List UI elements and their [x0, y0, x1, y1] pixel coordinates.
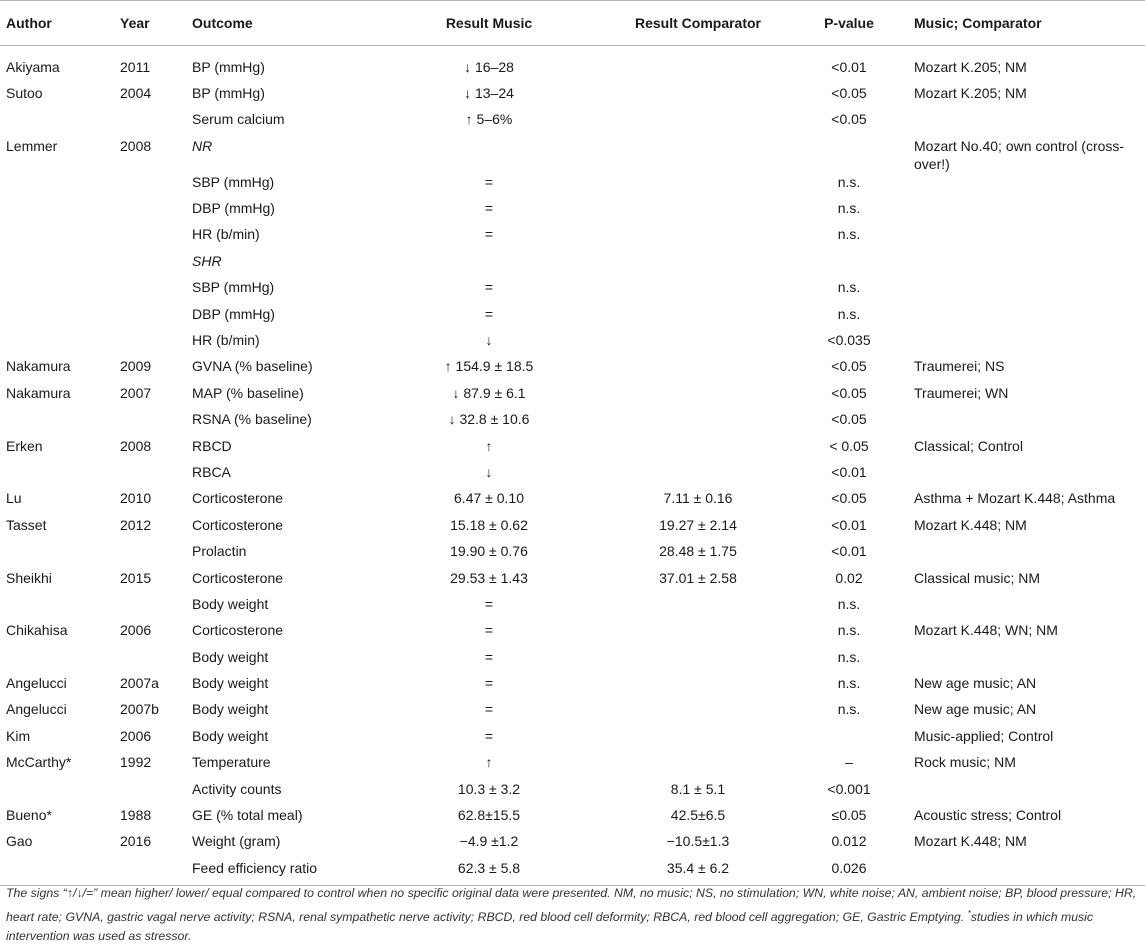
cell-outcome: Body weight	[192, 648, 269, 665]
cell-mc	[908, 780, 1145, 806]
cell-comparator	[606, 58, 784, 84]
cell-pvalue: n.s.	[837, 648, 861, 665]
cell-outcome: Weight (gram)	[192, 833, 281, 850]
cell-comparator: 28.48 ± 1.75	[659, 543, 737, 560]
cell-author	[0, 110, 114, 136]
table-row	[0, 58, 1145, 84]
table-row	[0, 173, 1145, 199]
cell-pvalue: n.s.	[837, 305, 861, 322]
cell-music: =	[484, 200, 494, 217]
cell-outcome: DBP (mmHg)	[192, 305, 275, 322]
cell-mc	[908, 173, 1145, 199]
cell-comparator: −10.5±1.3	[666, 833, 730, 850]
cell-year: 2007b	[120, 701, 159, 718]
cell-year: 2012	[120, 516, 152, 533]
cell-comparator	[606, 84, 784, 110]
cell-author	[0, 305, 114, 331]
cell-music: 15.18 ± 0.62	[450, 516, 528, 533]
cell-pvalue: 0.012	[831, 833, 867, 850]
cell-year	[114, 252, 186, 278]
table-row	[0, 437, 1145, 463]
cell-music: =	[484, 675, 494, 692]
cell-mc	[908, 199, 1145, 225]
cell-pvalue: <0.01	[831, 58, 867, 75]
header-result-comparator: Result Comparator	[606, 1, 784, 46]
table-row	[0, 331, 1145, 357]
cell-pvalue: n.s.	[837, 701, 861, 718]
cell-outcome: HR (b/min)	[192, 332, 260, 349]
cell-pvalue: n.s.	[837, 200, 861, 217]
cell-pvalue: <0.035	[827, 332, 871, 349]
cell-pvalue: <0.05	[831, 84, 867, 101]
cell-pvalue: <0.05	[831, 358, 867, 375]
cell-year	[114, 173, 186, 199]
cell-author	[0, 859, 114, 885]
cell-year: 2006	[120, 622, 152, 639]
table-body	[0, 46, 1145, 886]
cell-mc: Rock music; NM	[914, 754, 1016, 771]
cell-mc: Mozart K.448; NM	[914, 833, 1027, 850]
cell-music: =	[484, 279, 494, 296]
cell-pvalue: <0.01	[831, 543, 867, 560]
cell-music: ↓ 87.9 ± 6.1	[452, 384, 526, 401]
cell-author	[0, 199, 114, 225]
cell-outcome: Corticosterone	[192, 622, 284, 639]
table-row	[0, 859, 1145, 885]
cell-comparator	[606, 137, 784, 173]
cell-comparator	[606, 753, 784, 779]
cell-comparator	[606, 173, 784, 199]
cell-author	[0, 331, 114, 357]
table-row	[0, 410, 1145, 436]
cell-comparator	[606, 305, 784, 331]
cell-outcome: Body weight	[192, 675, 269, 692]
cell-comparator	[606, 437, 784, 463]
cell-year: 2008	[120, 437, 152, 454]
cell-year	[114, 225, 186, 251]
cell-year	[114, 780, 186, 806]
cell-author	[0, 648, 114, 674]
cell-mc: Acoustic stress; Control	[914, 807, 1062, 824]
cell-year	[114, 305, 186, 331]
cell-music: ↑	[485, 754, 493, 771]
cell-outcome: MAP (% baseline)	[192, 384, 304, 401]
cell-outcome: Activity counts	[192, 780, 282, 797]
cell-music: 29.53 ± 1.43	[450, 569, 528, 586]
cell-mc: Mozart K.205; NM	[914, 84, 1027, 101]
cell-mc: Mozart K.448; NM	[914, 516, 1027, 533]
cell-outcome: Body weight	[192, 595, 269, 612]
cell-year: 1992	[120, 754, 152, 771]
table-row	[0, 199, 1145, 225]
cell-music: ↓ 13–24	[464, 84, 514, 101]
cell-comparator	[606, 727, 784, 753]
table-row	[0, 832, 1145, 858]
cell-comparator	[606, 199, 784, 225]
cell-comparator	[606, 595, 784, 621]
cell-author: Gao	[6, 833, 33, 850]
cell-year: 2008	[120, 137, 152, 154]
cell-outcome: Corticosterone	[192, 490, 284, 507]
cell-year: 2011	[120, 58, 151, 75]
cell-mc: Mozart K.448; WN; NM	[914, 622, 1058, 639]
cell-year: 2006	[120, 727, 152, 744]
cell-mc	[908, 225, 1145, 251]
cell-pvalue	[784, 137, 908, 173]
cell-author: Bueno*	[6, 807, 52, 824]
cell-author	[0, 542, 114, 568]
cell-comparator: 8.1 ± 5.1	[670, 780, 726, 797]
cell-outcome: RSNA (% baseline)	[192, 411, 312, 428]
cell-music: ↑ 5–6%	[465, 111, 513, 128]
cell-comparator	[606, 225, 784, 251]
cell-comparator	[606, 410, 784, 436]
cell-mc: Traumerei; WN	[914, 384, 1009, 401]
cell-pvalue: <0.05	[831, 411, 867, 428]
cell-comparator	[606, 252, 784, 278]
cell-author	[0, 595, 114, 621]
cell-mc: Music-applied; Control	[914, 727, 1054, 744]
cell-comparator	[606, 357, 784, 383]
cell-author: Nakamura	[6, 384, 71, 401]
cell-author: Sutoo	[6, 84, 43, 101]
cell-music: =	[484, 727, 494, 744]
cell-pvalue: –	[845, 754, 853, 771]
cell-year	[114, 595, 186, 621]
cell-music: ↑ 154.9 ± 18.5	[444, 358, 534, 375]
cell-music: ↓	[485, 332, 493, 349]
cell-author	[0, 780, 114, 806]
cell-year: 2007a	[120, 675, 159, 692]
cell-comparator	[606, 648, 784, 674]
cell-year	[114, 542, 186, 568]
cell-mc	[908, 110, 1145, 136]
cell-author: Lemmer	[6, 137, 58, 154]
cell-author: Erken	[6, 437, 43, 454]
cell-author: Lu	[6, 490, 22, 507]
cell-outcome: BP (mmHg)	[192, 58, 265, 75]
cell-year	[114, 278, 186, 304]
cell-pvalue: n.s.	[837, 226, 861, 243]
cell-year: 2010	[120, 490, 152, 507]
cell-music: =	[484, 701, 494, 718]
table-footnote	[6, 884, 1140, 947]
cell-author: Sheikhi	[6, 569, 52, 586]
cell-outcome: DBP (mmHg)	[192, 200, 275, 217]
header-result-music: Result Music	[366, 1, 606, 46]
table-row	[0, 305, 1145, 331]
cell-pvalue: n.s.	[837, 173, 861, 190]
table-header-row	[0, 1, 1145, 46]
cell-comparator	[606, 278, 784, 304]
cell-outcome: HR (b/min)	[192, 226, 260, 243]
table-row	[0, 595, 1145, 621]
cell-outcome: Feed efficiency ratio	[186, 859, 366, 885]
table-row	[0, 357, 1145, 383]
cell-year	[114, 859, 186, 885]
cell-music: 62.3 ± 5.8	[366, 859, 606, 885]
cell-mc: Classical music; NM	[914, 569, 1041, 586]
cell-mc	[908, 648, 1145, 674]
table-row	[0, 278, 1145, 304]
cell-outcome: NR	[192, 137, 213, 154]
cell-mc: Mozart No.40; own control (cross-over!)	[914, 137, 1125, 172]
table-row	[0, 648, 1145, 674]
footnote-text: The signs “↑/↓/=” mean higher/ lower/ equal compared to control when no specific original data were presented. NM, no music; NS, no stimulation; WN, white noise; AN, ambient noise; BP, blood pressure; HR, heart rate; GVNA, gastric vagal nerve activity; RSNA, renal sympathetic nerve activity; RBCD, red blood cell deformity; RBCA, red blood cell aggregation; GE, Gastric Emptying.	[6, 886, 1137, 924]
cell-year	[114, 199, 186, 225]
cell-mc: New age music; AN	[914, 675, 1037, 692]
cell-outcome: SHR	[192, 252, 222, 269]
cell-mc: Asthma + Mozart K.448; Asthma	[914, 490, 1116, 507]
cell-mc: Classical; Control	[914, 437, 1023, 454]
cell-music: ↑	[485, 437, 493, 454]
footnote-marker-text: studies in which music intervention was used as stressor.	[6, 909, 1094, 944]
table-row	[0, 753, 1145, 779]
table-row	[0, 780, 1145, 806]
cell-year: 2007	[120, 384, 152, 401]
cell-pvalue: <0.01	[831, 516, 867, 533]
table-row	[0, 674, 1145, 700]
cell-mc	[908, 252, 1145, 278]
cell-mc	[908, 331, 1145, 357]
cell-year	[114, 110, 186, 136]
cell-music: 10.3 ± 3.2	[457, 780, 521, 797]
cell-music: ↓ 16–28	[464, 58, 514, 75]
cell-pvalue: n.s.	[837, 675, 861, 692]
cell-music: ↓	[485, 463, 493, 480]
cell-outcome: GE (% total meal)	[192, 807, 303, 824]
table-row	[0, 569, 1145, 595]
cell-comparator	[606, 331, 784, 357]
cell-pvalue: ≤0.05	[831, 807, 867, 824]
cell-comparator: 37.01 ± 2.58	[659, 569, 737, 586]
cell-comparator	[606, 463, 784, 489]
cell-author: Angelucci	[6, 701, 67, 718]
table-row	[0, 463, 1145, 489]
cell-author: McCarthy*	[6, 754, 72, 771]
table-row	[0, 489, 1145, 515]
cell-author	[0, 463, 114, 489]
header-year: Year	[114, 1, 186, 46]
cell-year: 2009	[120, 358, 152, 375]
header-music-comparator: Music; Comparator	[908, 1, 1145, 46]
header-p-value: P-value	[784, 1, 908, 46]
cell-outcome: RBCD	[192, 437, 232, 454]
cell-outcome: Temperature	[192, 754, 271, 771]
cell-year: 1988	[120, 807, 152, 824]
cell-year: 2015	[120, 569, 152, 586]
table-row	[0, 384, 1145, 410]
cell-mc	[908, 278, 1145, 304]
cell-pvalue: <0.001	[827, 780, 871, 797]
cell-music: =	[484, 595, 494, 612]
cell-pvalue: n.s.	[837, 595, 861, 612]
cell-pvalue: <0.05	[831, 384, 867, 401]
cell-comparator: 42.5±6.5	[670, 807, 726, 824]
table-row	[0, 700, 1145, 726]
cell-pvalue: n.s.	[837, 622, 861, 639]
cell-author: Angelucci	[6, 675, 67, 692]
cell-pvalue: n.s.	[837, 279, 861, 296]
cell-mc: Traumerei; NS	[914, 358, 1005, 375]
cell-music: =	[484, 648, 494, 665]
table-row	[0, 252, 1145, 278]
cell-comparator	[606, 674, 784, 700]
cell-pvalue	[784, 252, 908, 278]
cell-year	[114, 648, 186, 674]
cell-comparator	[606, 110, 784, 136]
table-row	[0, 84, 1145, 110]
cell-author: Nakamura	[6, 358, 71, 375]
table-row	[0, 806, 1145, 832]
cell-comparator: 19.27 ± 2.14	[659, 516, 737, 533]
cell-comparator	[606, 384, 784, 410]
cell-mc	[908, 463, 1145, 489]
table-row	[0, 621, 1145, 647]
cell-outcome: Corticosterone	[192, 569, 284, 586]
cell-author: Chikahisa	[6, 622, 68, 639]
cell-music: −4.9 ±1.2	[459, 833, 519, 850]
table-row	[0, 516, 1145, 542]
cell-outcome: Corticosterone	[192, 516, 284, 533]
cell-pvalue: <0.01	[831, 463, 867, 480]
cell-music: =	[484, 173, 494, 190]
cell-pvalue: <0.05	[831, 111, 867, 128]
cell-pvalue: 0.026	[784, 859, 908, 885]
cell-mc	[908, 542, 1145, 568]
cell-pvalue: 0.02	[835, 569, 863, 586]
header-author: Author	[0, 1, 114, 46]
cell-mc: New age music; AN	[914, 701, 1037, 718]
cell-music: =	[484, 622, 494, 639]
cell-pvalue	[784, 727, 908, 753]
cell-music: =	[484, 305, 494, 322]
cell-mc: Mozart K.205; NM	[914, 58, 1027, 75]
cell-mc	[908, 859, 1145, 885]
cell-music	[366, 252, 606, 278]
cell-author	[0, 173, 114, 199]
cell-music: ↓ 32.8 ± 10.6	[448, 411, 530, 428]
footnote-marker: *	[967, 908, 971, 918]
table-row	[0, 110, 1145, 136]
cell-outcome: GVNA (% baseline)	[192, 358, 313, 375]
cell-author	[0, 278, 114, 304]
cell-music	[366, 137, 606, 173]
cell-outcome: RBCA	[192, 463, 231, 480]
table-row	[0, 225, 1145, 251]
cell-mc	[908, 305, 1145, 331]
cell-mc	[908, 595, 1145, 621]
cell-outcome: BP (mmHg)	[192, 84, 265, 101]
cell-author	[0, 410, 114, 436]
cell-author	[0, 252, 114, 278]
cell-music: 62.8±15.5	[457, 807, 521, 824]
cell-outcome: Body weight	[192, 701, 269, 718]
cell-comparator	[606, 621, 784, 647]
table-spacer	[0, 46, 1145, 58]
cell-year	[114, 410, 186, 436]
table-row	[0, 727, 1145, 753]
cell-comparator: 7.11 ± 0.16	[663, 490, 733, 507]
cell-outcome: SBP (mmHg)	[192, 279, 275, 296]
cell-outcome: Serum calcium	[192, 111, 285, 128]
table-row	[0, 137, 1145, 173]
cell-year	[114, 463, 186, 489]
cell-comparator: 35.4 ± 6.2	[606, 859, 784, 885]
cell-pvalue: <0.05	[831, 490, 867, 507]
cell-comparator	[606, 700, 784, 726]
cell-music: 19.90 ± 0.76	[450, 543, 528, 560]
cell-outcome: Body weight	[192, 727, 269, 744]
cell-outcome: SBP (mmHg)	[192, 173, 275, 190]
cell-year	[114, 331, 186, 357]
cell-author: Kim	[6, 727, 31, 744]
cell-music: =	[484, 226, 494, 243]
cell-author: Tasset	[6, 516, 47, 533]
cell-author	[0, 225, 114, 251]
cell-music: 6.47 ± 0.10	[454, 490, 524, 507]
cell-year: 2004	[120, 84, 152, 101]
table-row	[0, 542, 1145, 568]
header-outcome: Outcome	[186, 1, 366, 46]
cell-year: 2016	[120, 833, 152, 850]
cell-outcome: Prolactin	[192, 543, 247, 560]
cell-author: Akiyama	[6, 58, 60, 75]
cell-mc	[908, 410, 1145, 436]
cell-pvalue: < 0.05	[829, 437, 869, 454]
